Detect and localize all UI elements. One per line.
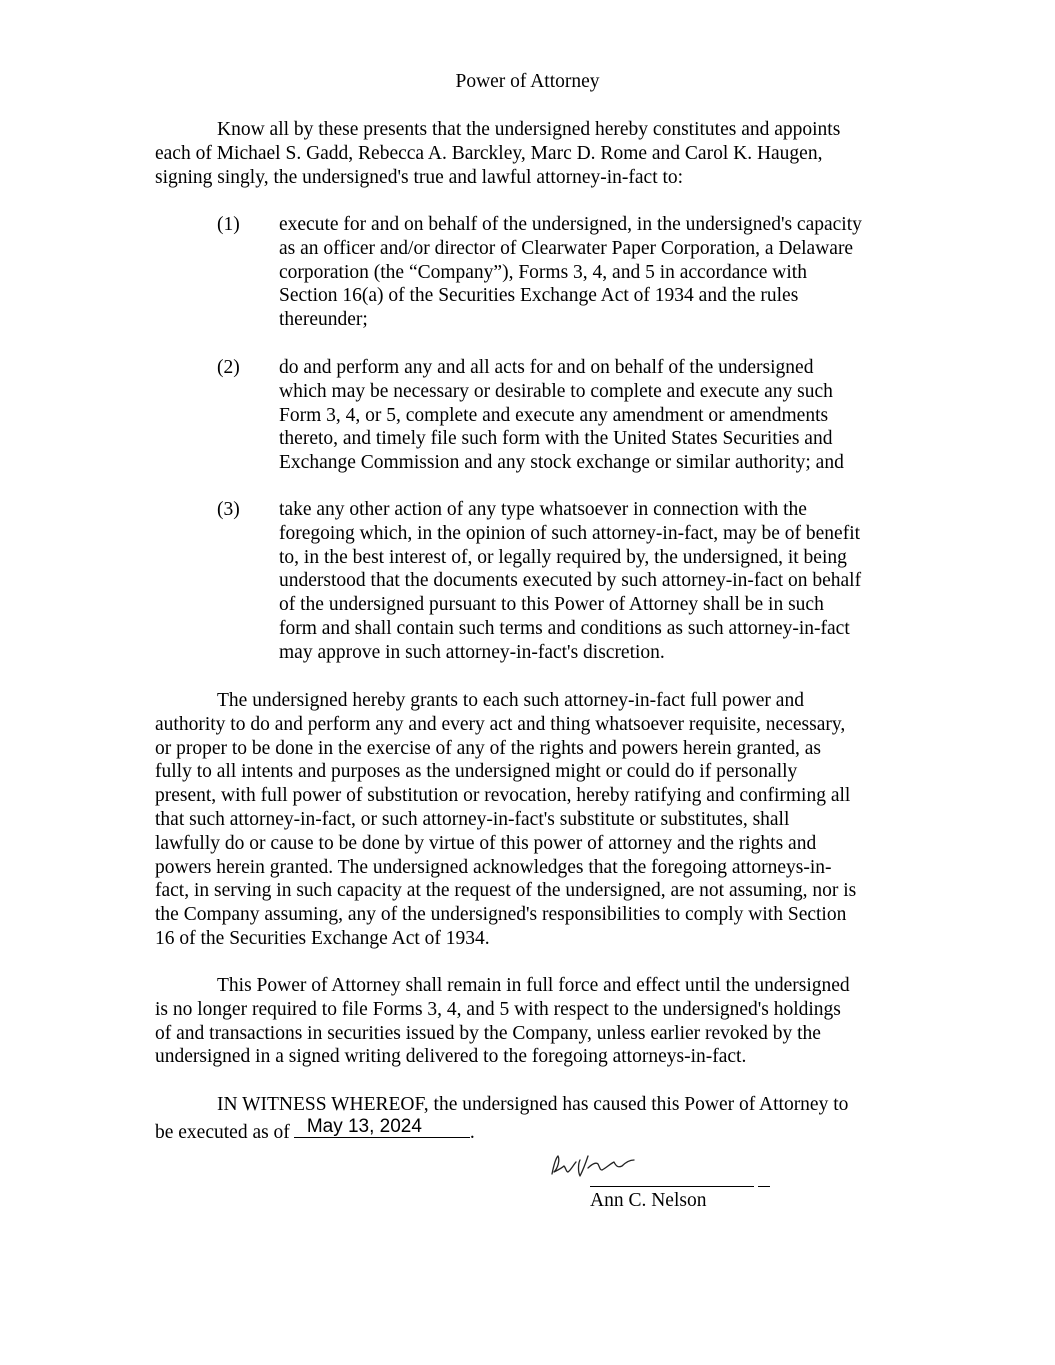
list-item-line: Section 16(a) of the Securities Exchange Act of 1934 and the rules <box>279 285 799 307</box>
list-item-number: (1) <box>217 214 240 235</box>
signatory-name: Ann C. Nelson <box>590 1190 707 1211</box>
list-item-line: understood that the documents executed by such attorney-in-fact on behalf <box>279 570 862 592</box>
execution-date-field[interactable] <box>294 1117 470 1138</box>
witness-paragraph <box>155 1093 905 1145</box>
signature-line <box>590 1186 754 1187</box>
paragraph-line: the Company assuming, any of the undersigned's responsibilities to comply with Section <box>155 904 847 926</box>
paragraph-line: that such attorney-in-fact, or such attorney-in-fact's substitute or substitutes, shall <box>155 808 790 830</box>
paragraph-line: undersigned in a signed writing delivered to the foregoing attorneys-in-fact. <box>155 1046 747 1068</box>
list-item-line: Exchange Commission and any stock exchange or similar authority; and <box>279 452 844 474</box>
list-item-line: corporation (the “Company”), Forms 3, 4, and 5 in accordance with <box>279 261 807 283</box>
duration-paragraph <box>155 974 905 1069</box>
list-item-line: foregoing which, in the opinion of such attorney-in-fact, may be of benefit <box>279 522 861 544</box>
list-item-line: thereunder; <box>279 309 368 331</box>
list-item-line: to, in the best interest of, or legally required by, the undersigned, it being <box>279 546 847 568</box>
list-item-line: thereto, and timely file such form with the United States Securities and <box>279 428 833 450</box>
list-item-line: execute for and on behalf of the undersigned, in the undersigned's capacity <box>279 214 862 235</box>
paragraph-line: IN WITNESS WHEREOF, the undersigned has caused this Power of Attorney to <box>217 1094 849 1115</box>
paragraph-line: fully to all intents and purposes as the undersigned might or could do if personally <box>155 761 798 783</box>
paragraph-line: present, with full power of substitution or revocation, hereby ratifying and confirming all <box>155 785 851 807</box>
execution-date-line <box>155 1117 905 1145</box>
paragraph-line: powers herein granted. The undersigned acknowledges that the foregoing attorneys-in- <box>155 856 832 878</box>
signature-block <box>540 1148 780 1218</box>
list-item-line: Form 3, 4, or 5, complete and execute any amendment or amendments <box>279 404 829 426</box>
list-item-text <box>279 498 907 665</box>
list-item-line: of the undersigned pursuant to this Power of Attorney shall be in such <box>279 594 824 616</box>
document-title: Power of Attorney <box>455 71 600 92</box>
paragraph-line: The undersigned hereby grants to each such attorney-in-fact full power and <box>217 690 804 711</box>
list-item-line: may approve in such attorney-in-fact's discretion. <box>279 641 665 663</box>
list-item-line: form and shall contain such terms and conditions as such attorney-in-fact <box>279 617 850 639</box>
list-item-line: take any other action of any type whatsoever in connection with the <box>279 499 807 520</box>
intro-line: Know all by these presents that the undersigned hereby constitutes and appoints <box>217 119 841 140</box>
execution-date-prefix: be executed as of <box>155 1121 290 1143</box>
paragraph-line: 16 of the Securities Exchange Act of 1934. <box>155 927 490 949</box>
paragraph-line: This Power of Attorney shall remain in full force and effect until the undersigned <box>217 975 850 996</box>
list-item-text <box>279 356 907 475</box>
paragraph-line: fact, in serving in such capacity at the request of the undersigned, are not assuming, nor is <box>155 880 857 902</box>
list-item-number: (2) <box>217 357 240 378</box>
list-item-number: (3) <box>217 499 240 520</box>
intro-paragraph <box>155 118 905 189</box>
execution-date-suffix: . <box>469 1121 475 1143</box>
paragraph-line: is no longer required to file Forms 3, 4, and 5 with respect to the undersigned's holdings <box>155 998 841 1020</box>
grant-paragraph <box>155 689 905 951</box>
paragraph-line: lawfully do or cause to be done by virtue of this power of attorney and the rights and <box>155 832 817 854</box>
paragraph-line: or proper to be done in the exercise of any of the rights and powers herein granted, as <box>155 737 822 759</box>
execution-date-value: May 13, 2024 <box>306 1116 422 1137</box>
list-item-line: as an officer and/or director of Clearwater Paper Corporation, a Delaware <box>279 237 854 259</box>
list-item-line: which may be necessary or desirable to complete and execute any such <box>279 380 833 402</box>
paragraph-line: authority to do and perform any and every act and thing whatsoever requisite, necessary, <box>155 713 846 735</box>
intro-line: each of Michael S. Gadd, Rebecca A. Barckley, Marc D. Rome and Carol K. Haugen, <box>155 142 823 164</box>
list-item-text <box>279 213 907 332</box>
paragraph-line: of and transactions in securities issued by the Company, unless earlier revoked by the <box>155 1022 821 1044</box>
signature-line-end <box>758 1186 770 1187</box>
list-item-line: do and perform any and all acts for and on behalf of the undersigned <box>279 357 814 378</box>
intro-line: signing singly, the undersigned's true and lawful attorney-in-fact to: <box>155 166 684 188</box>
handwritten-signature <box>544 1150 654 1182</box>
